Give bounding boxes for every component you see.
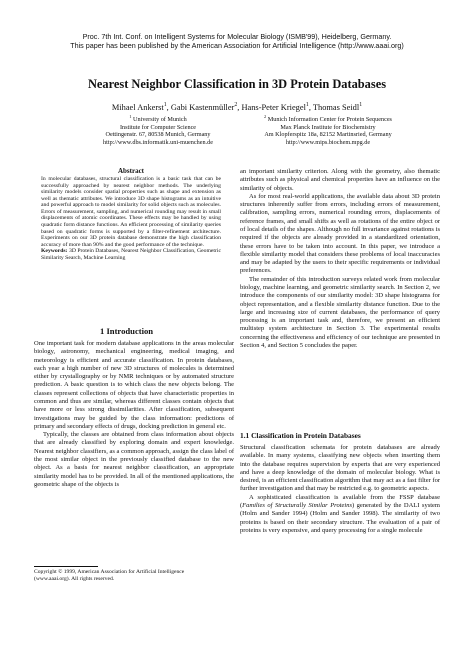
affiliation-mark: 2 <box>264 113 267 119</box>
abstract-body <box>41 176 221 262</box>
author-name: Hans-Peter Kriegel <box>241 103 306 112</box>
affiliation-line: Institute for Computer Science <box>119 123 197 131</box>
author-affiliation-mark: 2 <box>234 102 238 109</box>
text-span: A sophisticated classification is available from the FSSP database ( <box>240 493 440 509</box>
paragraph <box>240 494 440 535</box>
paragraph: an important similarity criterion. Along with the geometry, also thematic attributes such as physical and chemical properties have an influence on the similarity of objects. <box>240 168 440 192</box>
conference-note: Proc. 7th Int. Conf. on Intelligent Systems for Molecular Biology (ISMB'99), Heidelberg, Germany. <box>82 32 392 41</box>
affiliation-line: Am Klopferspitz 18a, 82152 Martinsried, Germany <box>264 131 392 139</box>
affiliation-mark: 1 <box>129 113 132 119</box>
affiliation-right <box>238 113 418 147</box>
affiliation-line: Munich Information Center for Protein Sequences <box>267 116 392 123</box>
subsection-heading-classification: 1.1 Classification in Protein Databases <box>240 431 361 440</box>
paragraph: Structural classification schemata for protein databases are already available. In many systems, classifying new objects when inserting them into the database requires supervision by experts that are very experienced and have a deep knowledge of the domain of molecular biology. What is desired, is an efficient classification algorithm that may act as a fast filter for further investigation and that may be restricted e.g. to geometric aspects. <box>240 444 440 493</box>
keywords-text: 3D Protein Databases, Nearest Neighbor Classification, Geometric Similarity Search, Machine Learning <box>41 248 221 261</box>
copyright-footnote <box>34 569 234 583</box>
affiliation-line: University of Munich <box>133 116 187 123</box>
paragraph: The remainder of this introduction surveys related work from molecular biology, machine learning, and geometric similarity search. In Section 2, we introduce the components of our similarity model: 3D shape histograms for object representation, and a flexible similarity distance function. Due to the large and increasing size of current databases, the performance of query processing is an important task and, therefore, we present an efficient multistep system architecture in Section 3. The experimental results concerning the effectiveness and efficiency of our technique are presented in Section 4, and Section 5 concludes the paper. <box>240 275 440 349</box>
affiliation-left <box>78 113 238 147</box>
right-column-text <box>240 168 440 350</box>
copyright-line: Copyright © 1999, American Association for Artificial Intelligence <box>34 569 185 575</box>
abstract-text: In molecular databases, structural classification is a basic task that can be successfully approached by nearest neighbor methods. The underlying similarity models consider spatial properties such as shape and extension as well as thematic attributes. We introduce 3D shape histograms as an intuitive and powerful approach to model similarity for solid objects such as molecules. Errors of measurement, sampling, and numerical rounding may result in small displacements of atomic coordinates. These effects may be handled by using quadratic form distance functions. An efficient processing of similarity queries based on quadratic forms is supported by a filter-refinement architecture. Experiments on our 3D protein database demonstrate the high classification accuracy of more than 90% and the good performance of the technique. <box>41 176 221 248</box>
section-heading-introduction: 1 Introduction <box>100 326 154 336</box>
subsection-text <box>240 444 440 535</box>
affiliation-url: http://www.dbs.informatik.uni-muenchen.de <box>103 139 213 147</box>
author-affiliation-mark: 1 <box>305 102 309 109</box>
paper-title: Nearest Neighbor Classification in 3D Protein Databases <box>87 77 387 91</box>
author-name: Thomas Seidl <box>312 103 360 112</box>
author-affiliation-mark: 1 <box>359 102 363 109</box>
affiliation-url: http://www.mips.biochem.mpg.de <box>285 139 371 147</box>
abstract-heading: Abstract <box>117 167 145 175</box>
emphasis-text: Families of Structurally Similar Proteins <box>242 501 352 509</box>
paragraph: As for most real-world applications, the available data about 3D protein structures inherently suffer from errors, including errors of measurement, calibration, sampling errors, numerical rounding errors, displacements of reference frames, and small shifts as well as rotations of the entire object or of local details of the shapes. Although no full invariance against rotations is required if the objects are already provided in a standardized orientation, these errors have to be taken into account. In this paper, we introduce a flexible similarity model that considers these problems of local inaccuracies and may be adapted by the users to their specific requirements or individual preferences. <box>240 192 440 275</box>
author-name: Mihael Ankerst <box>111 103 164 112</box>
copyright-line: (www.aaai.org). All rights reserved. <box>34 576 115 583</box>
paragraph: One important task for modern database applications in the areas molecular biology, astronomy, mechanical engineering, medical imaging, and meteorology is efficient and accurate classification. In protein databases, each year a high number of new 3D structures of molecules is determined either by crystallography or by NMR techniques or by automated structure prediction. A basic question is to which class the new objects belong. The classes represent collections of objects that have characteristic properties in common and thus are similar, whereas different classes contain objects that have more or less strong dissimilarities. After classification, subsequent investigations may be guided by the class information: predictions of primary and secondary effects of drugs, docking prediction in general etc. <box>34 340 234 430</box>
keywords-label: Keywords: <box>41 248 68 255</box>
affiliation-line: Oettingenstr. 67, 80538 Munich, Germany <box>105 131 211 139</box>
author-list: Mihael Ankerst$^1$, Gabi Kastenmüller$^2$, Hans-Peter Kriegel$^1$, Thomas Seidl$^1$ <box>111 102 363 112</box>
affiliation-line: Max Planck Institute for Biochemistry <box>280 123 376 131</box>
left-column-text <box>34 340 234 489</box>
author-name: Gabi Kastenmüller <box>170 103 235 112</box>
author-affiliation-mark: 1 <box>163 102 167 109</box>
publisher-note: This paper has been published by the American Association for Artificial Intelligence (http://www.aaai.org) <box>70 41 404 50</box>
footnote-rule <box>34 566 98 567</box>
paragraph: Typically, the classes are obtained from class information about objects that are already classified by exploring domain and expert knowledge. Nearest neighbor classifiers, as a common approach, assign the class label of the most similar object in the previously classified database to the new object. As a basis for nearest neighbor classification, an appropriate similarity model has to be provided. In all of the mentioned applications, the geometric shape of the objects is <box>34 431 234 488</box>
text-span: ) generated by the DALI system (Holm and Sander 1994) (Holm and Sander 1998). The similarity of two proteins is based on their secondary structure. The evaluation of a pair of proteins is very expensive, and query processing for a single molecule <box>240 501 440 534</box>
